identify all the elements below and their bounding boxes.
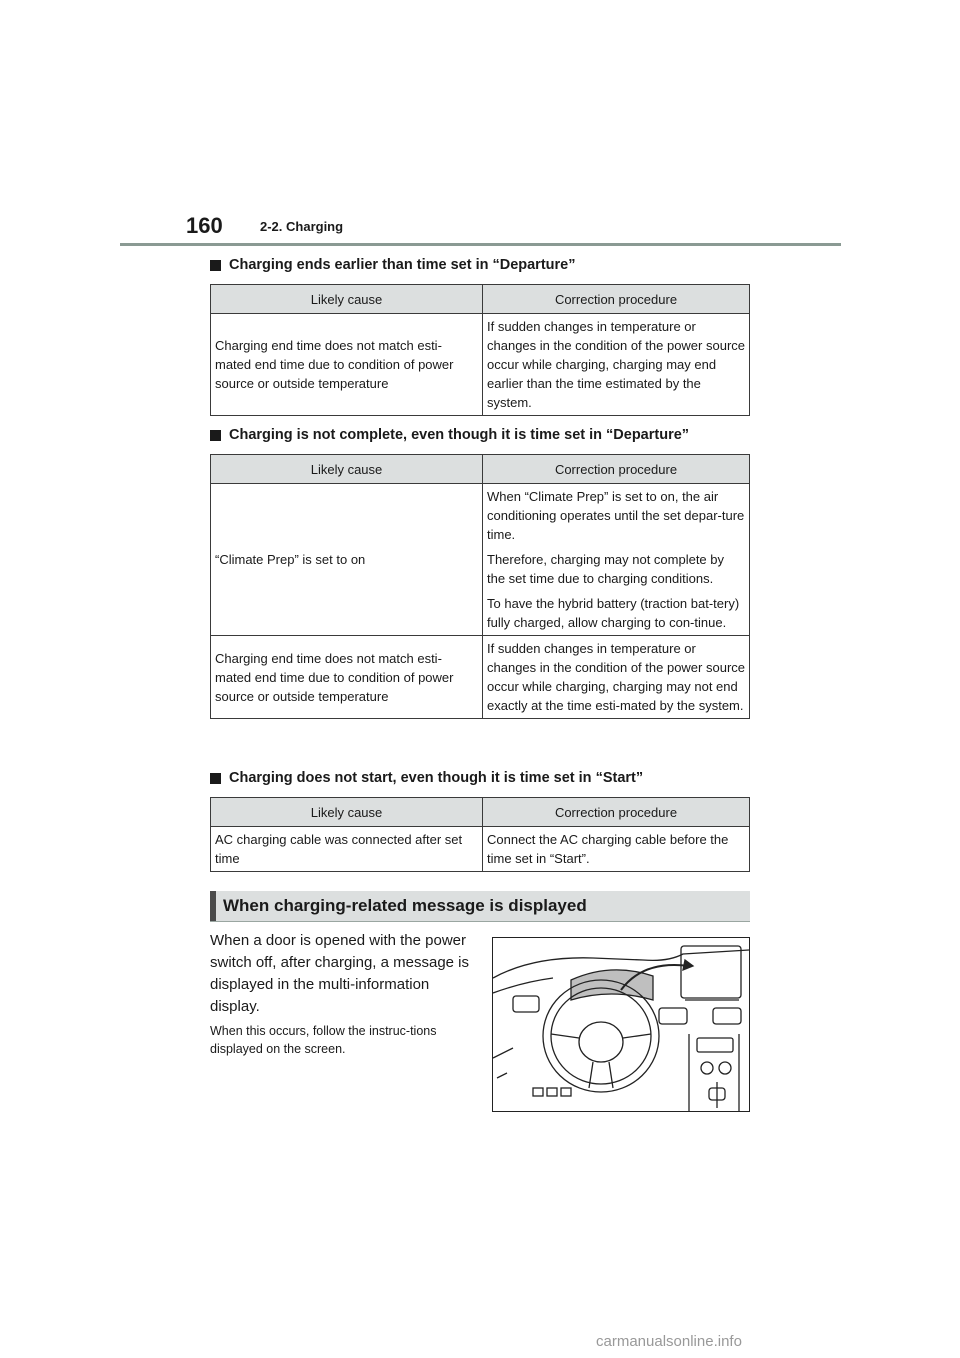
table-row [211, 636, 750, 719]
procedure-text: Therefore, charging may not complete by the set time due to charging conditions. [487, 552, 725, 586]
section-heading-text: Charging does not start, even though it is time set in “Start” [229, 770, 644, 786]
bullet-square-icon [210, 773, 221, 784]
column-header-procedure: Correction procedure [483, 285, 750, 314]
section-heading-1 [210, 257, 575, 273]
procedure-text: When “Climate Prep” is set to on, the air conditioning operates until the set depar-ture time. [487, 489, 745, 542]
cause-table-1 [210, 284, 750, 416]
message-body-text: When a door is opened with the power switch off, after charging, a message is displayed in the multi-information display. [210, 932, 470, 1015]
chapter-title: 2-2. Charging [260, 219, 344, 234]
cause-table-2 [210, 454, 750, 719]
table-header-row [211, 798, 750, 827]
procedure-cell [483, 827, 750, 872]
section-heading-text: Charging is not complete, even though it is time set in “Departure” [229, 427, 690, 443]
cause-cell: Charging end time does not match esti-mated end time due to condition of power source or outside temperature [211, 314, 483, 416]
procedure-text: To have the hybrid battery (traction bat-tery) fully charged, allow charging to con-tinue. [487, 596, 740, 630]
dashboard-illustration [492, 937, 750, 1112]
page-number: 160 [186, 213, 223, 238]
bullet-square-icon [210, 430, 221, 441]
table-row [211, 827, 750, 872]
column-header-procedure: Correction procedure [483, 455, 750, 484]
table-header-row [211, 285, 750, 314]
procedure-cell [483, 484, 750, 636]
message-section-title: When charging-related message is displayed [223, 896, 587, 915]
header-rule [120, 243, 841, 246]
section-heading-3 [210, 770, 643, 786]
procedure-cell [483, 314, 750, 416]
cause-cell: “Climate Prep” is set to on [211, 484, 483, 636]
message-note-text: When this occurs, follow the instruc-tions displayed on the screen. [210, 1024, 437, 1056]
procedure-text: If sudden changes in temperature or changes in the condition of the power source occur while charging, charging may not end exactly at the time esti-mated by the system. [487, 641, 746, 713]
section-bar-accent [210, 891, 216, 921]
column-header-procedure: Correction procedure [483, 798, 750, 827]
watermark: carmanualsonline.info [596, 1333, 742, 1350]
column-header-cause: Likely cause [211, 798, 483, 827]
table-header-row [211, 455, 750, 484]
procedure-cell [483, 636, 750, 719]
steering-wheel-dashboard-icon [493, 938, 749, 1111]
column-header-cause: Likely cause [211, 285, 483, 314]
cause-cell: Charging end time does not match esti-mated end time due to condition of power source or outside temperature [211, 636, 483, 719]
table-row [211, 314, 750, 416]
message-section-bar [210, 891, 750, 922]
cause-table-3 [210, 797, 750, 872]
table-row [211, 484, 750, 636]
procedure-text: If sudden changes in temperature or changes in the condition of the power source occur while charging, charging may end earlier than the time estimated by the system. [487, 319, 746, 410]
cause-cell: AC charging cable was connected after set time [211, 827, 483, 872]
bullet-square-icon [210, 260, 221, 271]
section-heading-text: Charging ends earlier than time set in “Departure” [229, 257, 576, 273]
column-header-cause: Likely cause [211, 455, 483, 484]
procedure-text: Connect the AC charging cable before the time set in “Start”. [487, 832, 729, 866]
section-heading-2 [210, 427, 689, 443]
